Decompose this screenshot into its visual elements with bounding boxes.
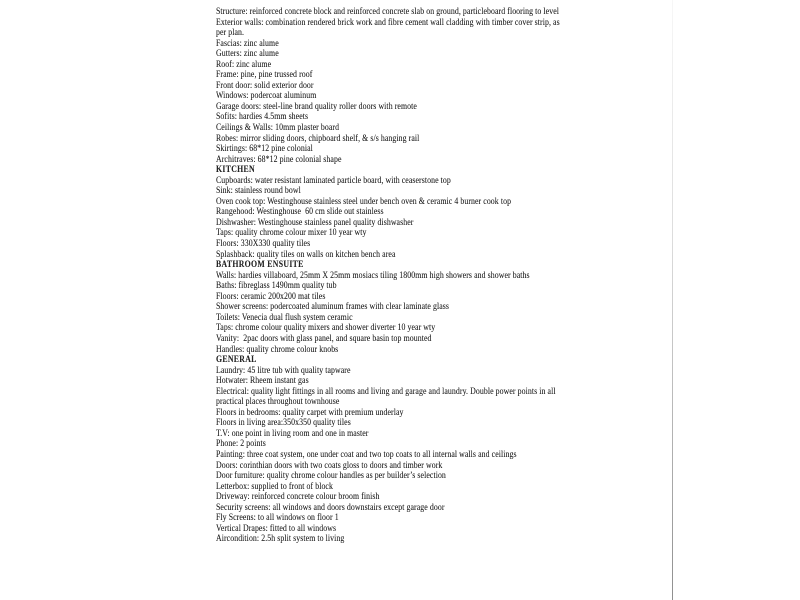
spec-line: Exterior walls: combination rendered brick work and fibre cement wall cladding with timber cover strip, as [216, 17, 560, 28]
spec-line: per plan. [216, 28, 245, 39]
spec-line: Sink: stainless round bowl [216, 186, 301, 197]
spec-line: Architraves: 68*12 pine colonial shape [216, 154, 342, 165]
section-header: GENERAL [216, 355, 257, 366]
spec-line: Windows: podercoat aluminum [216, 91, 317, 102]
spec-line: Vertical Drapes: fitted to all windows [216, 523, 337, 534]
spec-line: Hotwater: Rheem instant gas [216, 376, 309, 387]
scan-artifact-line [672, 0, 673, 600]
spec-line: Letterbox: supplied to front of block [216, 481, 333, 492]
spec-line: Electrical: quality light fittings in all rooms and living and garage and laundry. Double power points in all [216, 386, 556, 397]
spec-line: Floors in living area:350x350 quality tiles [216, 418, 351, 429]
spec-line: Aircondition: 2.5h split system to living [216, 534, 345, 545]
spec-line: Cupboards: water resistant laminated particle board, with ceaserstone top [216, 175, 451, 186]
spec-line: Sofits: hardies 4.5mm sheets [216, 112, 309, 123]
spec-line: Security screens: all windows and doors downstairs except garage door [216, 502, 445, 513]
document-body [216, 7, 560, 545]
spec-line: Baths: fibreglass 1490mm quality tub [216, 281, 337, 292]
spec-line: Floors in bedrooms: quality carpet with premium underlay [216, 407, 404, 418]
spec-line: Roof: zinc alume [216, 59, 272, 70]
spec-line: Robes: mirror sliding doors, chipboard shelf, & s/s hanging rail [216, 133, 420, 144]
spec-line: Splashback: quality tiles on walls on kitchen bench area [216, 249, 396, 260]
spec-line: Walls: hardies villaboard, 25mm X 25mm mosiacs tiling 1800mm high showers and shower baths [216, 270, 530, 281]
spec-line: Gutters: zinc alume [216, 49, 279, 60]
spec-line: Taps: quality chrome colour mixer 10 year wty [216, 228, 367, 239]
spec-line: Handles: quality chrome colour knobs [216, 344, 339, 355]
spec-line: Rangehood: Westinghouse 60 cm slide out stainless [216, 207, 384, 218]
spec-line: Ceilings & Walls: 10mm plaster board [216, 123, 340, 134]
spec-line: Toilets: Venecia dual flush system ceramic [216, 312, 353, 323]
spec-line: Front door: solid exterior door [216, 80, 314, 91]
spec-line: Fascias: zinc alume [216, 38, 279, 49]
spec-line: Frame: pine, pine trussed roof [216, 70, 313, 81]
spec-line: Driveway: reinforced concrete colour broom finish [216, 492, 380, 503]
spec-line: Dishwasher: Westinghouse stainless panel quality dishwasher [216, 217, 414, 228]
spec-line: Fly Screens: to all windows on floor 1 [216, 513, 339, 524]
spec-line: Floors: 330X330 quality tiles [216, 239, 311, 250]
spec-line: T.V: one point in living room and one in master [216, 428, 369, 439]
spec-line: Door furniture: quality chrome colour handles as per builder’s selection [216, 471, 446, 482]
spec-line: Shower screens: podercoated aluminum frames with clear laminate glass [216, 302, 450, 313]
spec-line: Structure: reinforced concrete block and reinforced concrete slab on ground, particleboard flooring to level [216, 7, 560, 17]
spec-line: Skirtings: 68*12 pine colonial [216, 144, 313, 155]
spec-line: Garage doors: steel-line brand quality roller doors with remote [216, 101, 417, 112]
spec-line: Oven cook top: Westinghouse stainless steel under bench oven & ceramic 4 burner cook top [216, 196, 512, 207]
spec-line: practical places throughout townhouse [216, 397, 340, 408]
spec-line: Painting: three coat system, one under coat and two top coats to all internal walls and ceilings [216, 449, 517, 460]
spec-line: Taps: chrome colour quality mixers and shower diverter 10 year wty [216, 323, 436, 334]
spec-line: Floors: ceramic 200x200 mat tiles [216, 291, 326, 302]
section-header: KITCHEN [216, 165, 255, 176]
spec-line: Doors: corinthian doors with two coats gloss to doors and timber work [216, 460, 443, 471]
section-header: BATHROOM ENSUITE [216, 260, 304, 271]
spec-line: Laundry: 45 litre tub with quality tapware [216, 365, 351, 376]
spec-line: Vanity: 2pac doors with glass panel, and square basin top mounted [216, 333, 432, 344]
spec-line: Phone: 2 points [216, 439, 266, 450]
